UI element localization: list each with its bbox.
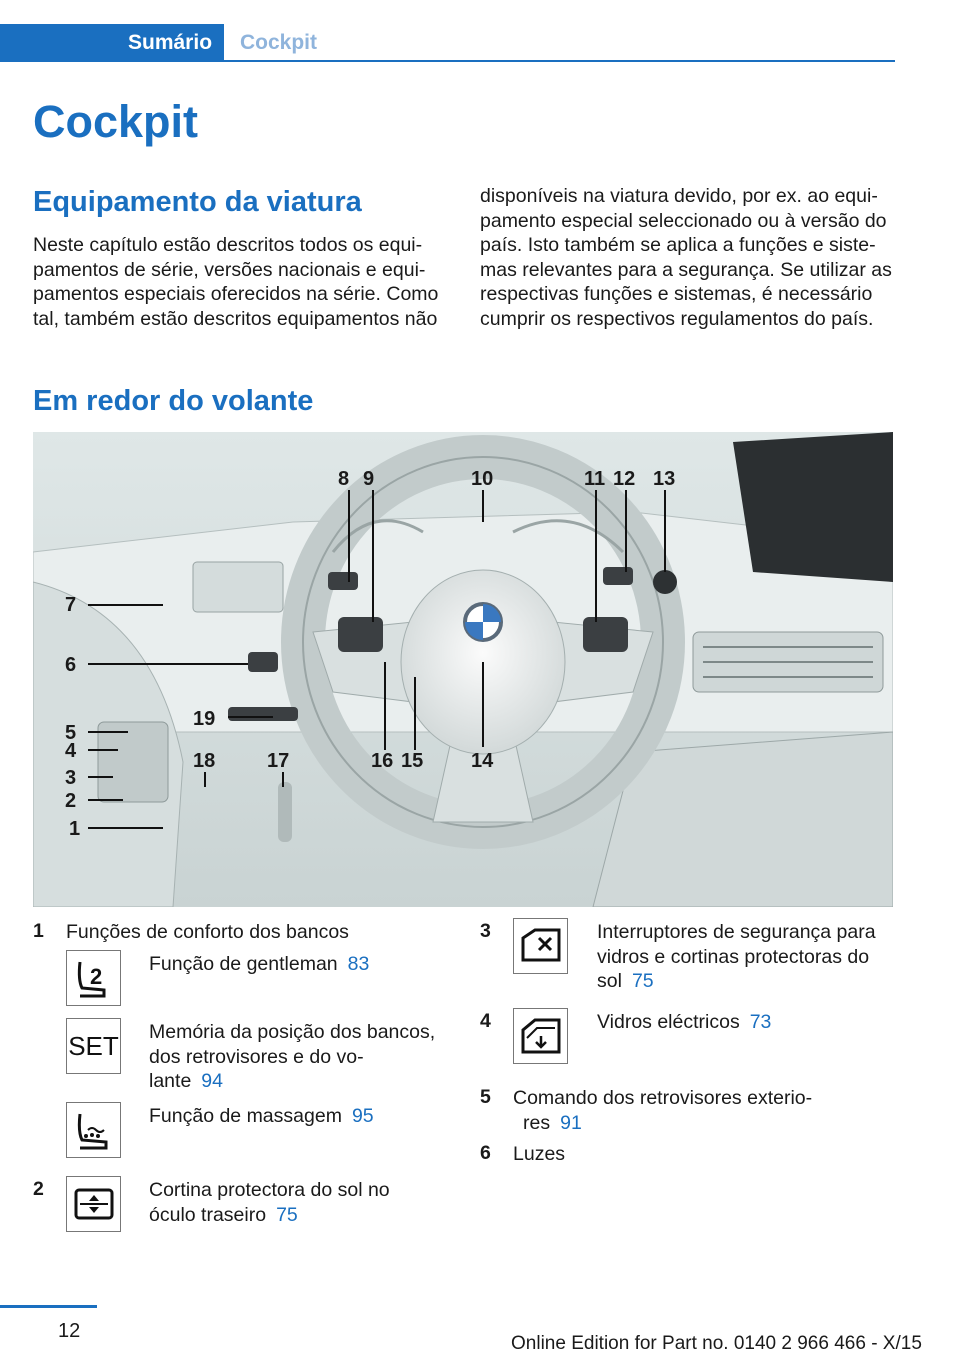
- callout-13: 13: [653, 468, 676, 490]
- text-line: país. Isto também se aplica a funções e siste‐: [480, 234, 876, 256]
- text-line: res: [523, 1111, 551, 1134]
- callout-8: 8: [338, 468, 350, 490]
- text-line: respectivas funções e sistemas, é necessário: [480, 283, 873, 305]
- legend-number: 2: [33, 1178, 44, 1200]
- legend-text: [597, 1010, 771, 1035]
- rear-sunblind-icon: [66, 1176, 121, 1232]
- callout-12: 12: [613, 468, 636, 490]
- text-line: lante: [149, 1070, 192, 1092]
- top-navigation: [0, 24, 895, 62]
- footer-divider: [0, 1305, 97, 1308]
- text-line: óculo traseiro: [149, 1203, 267, 1226]
- power-window-icon: [513, 1008, 568, 1064]
- callout-4: 4: [65, 740, 77, 762]
- section-heading-equipment: Equipamento da viatura: [33, 186, 362, 218]
- callout-16: 16: [371, 750, 394, 772]
- text-line: mas relevantes para a segurança. Se utilizar as: [480, 258, 892, 281]
- legend-text: [149, 1104, 374, 1129]
- text-line: Comando dos retrovisores exterio‐: [513, 1087, 813, 1109]
- callout-14: 14: [471, 750, 494, 772]
- text-line: dos retrovisores e do vo‐: [149, 1045, 364, 1068]
- page-reference-link[interactable]: 75: [631, 970, 654, 992]
- svg-text:2: 2: [89, 964, 102, 989]
- callout-7: 7: [65, 594, 77, 616]
- massage-icon: [66, 1102, 121, 1158]
- text-line: Interruptores de segurança para: [597, 921, 876, 943]
- legend-text: [149, 1020, 435, 1094]
- legend-text: [149, 1178, 390, 1227]
- callout-10: 10: [471, 468, 494, 490]
- text-line: vidros e cortinas protectoras do: [597, 945, 870, 968]
- page-number: 12: [58, 1320, 81, 1342]
- callout-18: 18: [193, 750, 216, 772]
- text-line: sol: [597, 970, 622, 992]
- text-line: Cortina protectora do sol no: [149, 1179, 390, 1201]
- text-line: pamentos de série, versões nacionais e equi‐: [33, 258, 426, 281]
- text-line: pamento especial seleccionado ou à versão do: [480, 209, 887, 232]
- intro-right-column: [480, 184, 900, 331]
- page-reference-link[interactable]: 75: [276, 1203, 298, 1226]
- set-icon: [66, 1018, 121, 1074]
- intro-left-column: [33, 233, 453, 331]
- legend-number: 1: [33, 920, 44, 942]
- page-reference-link[interactable]: 83: [347, 953, 370, 975]
- cockpit-illustration: [33, 432, 893, 907]
- text-line: Neste capítulo estão descritos todos os equi‐: [33, 234, 423, 256]
- callout-17: 17: [267, 750, 290, 772]
- legend-text-label: Função de gentleman: [149, 953, 338, 975]
- legend-number: 3: [480, 920, 491, 942]
- page-reference-link[interactable]: 91: [560, 1111, 582, 1134]
- text-line: Memória da posição dos bancos,: [149, 1021, 436, 1043]
- legend-text-label: Função de massagem: [149, 1105, 342, 1127]
- text-line: pamentos especiais oferecidos na série. Como: [33, 283, 439, 305]
- legend-number: 4: [480, 1010, 491, 1032]
- legend-text: [597, 920, 876, 994]
- legend-text: [149, 952, 369, 977]
- page-title: Cockpit: [33, 96, 199, 147]
- legend-number: 5: [480, 1086, 491, 1108]
- window-lock-icon: [513, 918, 568, 974]
- tab-cockpit[interactable]: Cockpit: [240, 31, 318, 54]
- callout-19: 19: [193, 708, 216, 730]
- callout-15: 15: [401, 750, 424, 772]
- legend-text: Luzes: [513, 1143, 566, 1165]
- callout-5: 5: [65, 722, 77, 744]
- callout-6: 6: [65, 654, 77, 676]
- text-line: tal, também estão descritos equipamentos não: [33, 307, 438, 330]
- callout-2: 2: [65, 790, 77, 812]
- callout-3: 3: [65, 767, 77, 789]
- legend-text: [513, 1086, 812, 1135]
- text-line: cumprir os respectivos regulamentos do país.: [480, 307, 874, 330]
- page-reference-link[interactable]: 73: [749, 1011, 772, 1033]
- text-line: disponíveis na viatura devido, por ex. ao equi‐: [480, 185, 878, 207]
- nav-divider: [0, 60, 895, 62]
- legend-text: Funções de conforto dos bancos: [66, 921, 349, 943]
- page-reference-link[interactable]: 95: [351, 1105, 374, 1127]
- page-reference-link[interactable]: 94: [201, 1070, 223, 1092]
- set-icon-label: SET: [68, 1030, 119, 1061]
- section-heading-steering-wheel: Em redor do volante: [33, 385, 314, 417]
- callout-1: 1: [69, 818, 81, 840]
- callout-9: 9: [363, 468, 375, 490]
- legend-number: 6: [480, 1142, 491, 1164]
- tab-summary[interactable]: Sumário: [0, 24, 224, 62]
- legend-text-label: Vidros eléctricos: [597, 1011, 740, 1033]
- seat-2-icon: [66, 950, 121, 1006]
- callout-11: 11: [584, 468, 606, 490]
- footer-edition: Online Edition for Part no. 0140 2 966 466 - X/15: [511, 1333, 922, 1354]
- cockpit-drawing: [33, 432, 893, 907]
